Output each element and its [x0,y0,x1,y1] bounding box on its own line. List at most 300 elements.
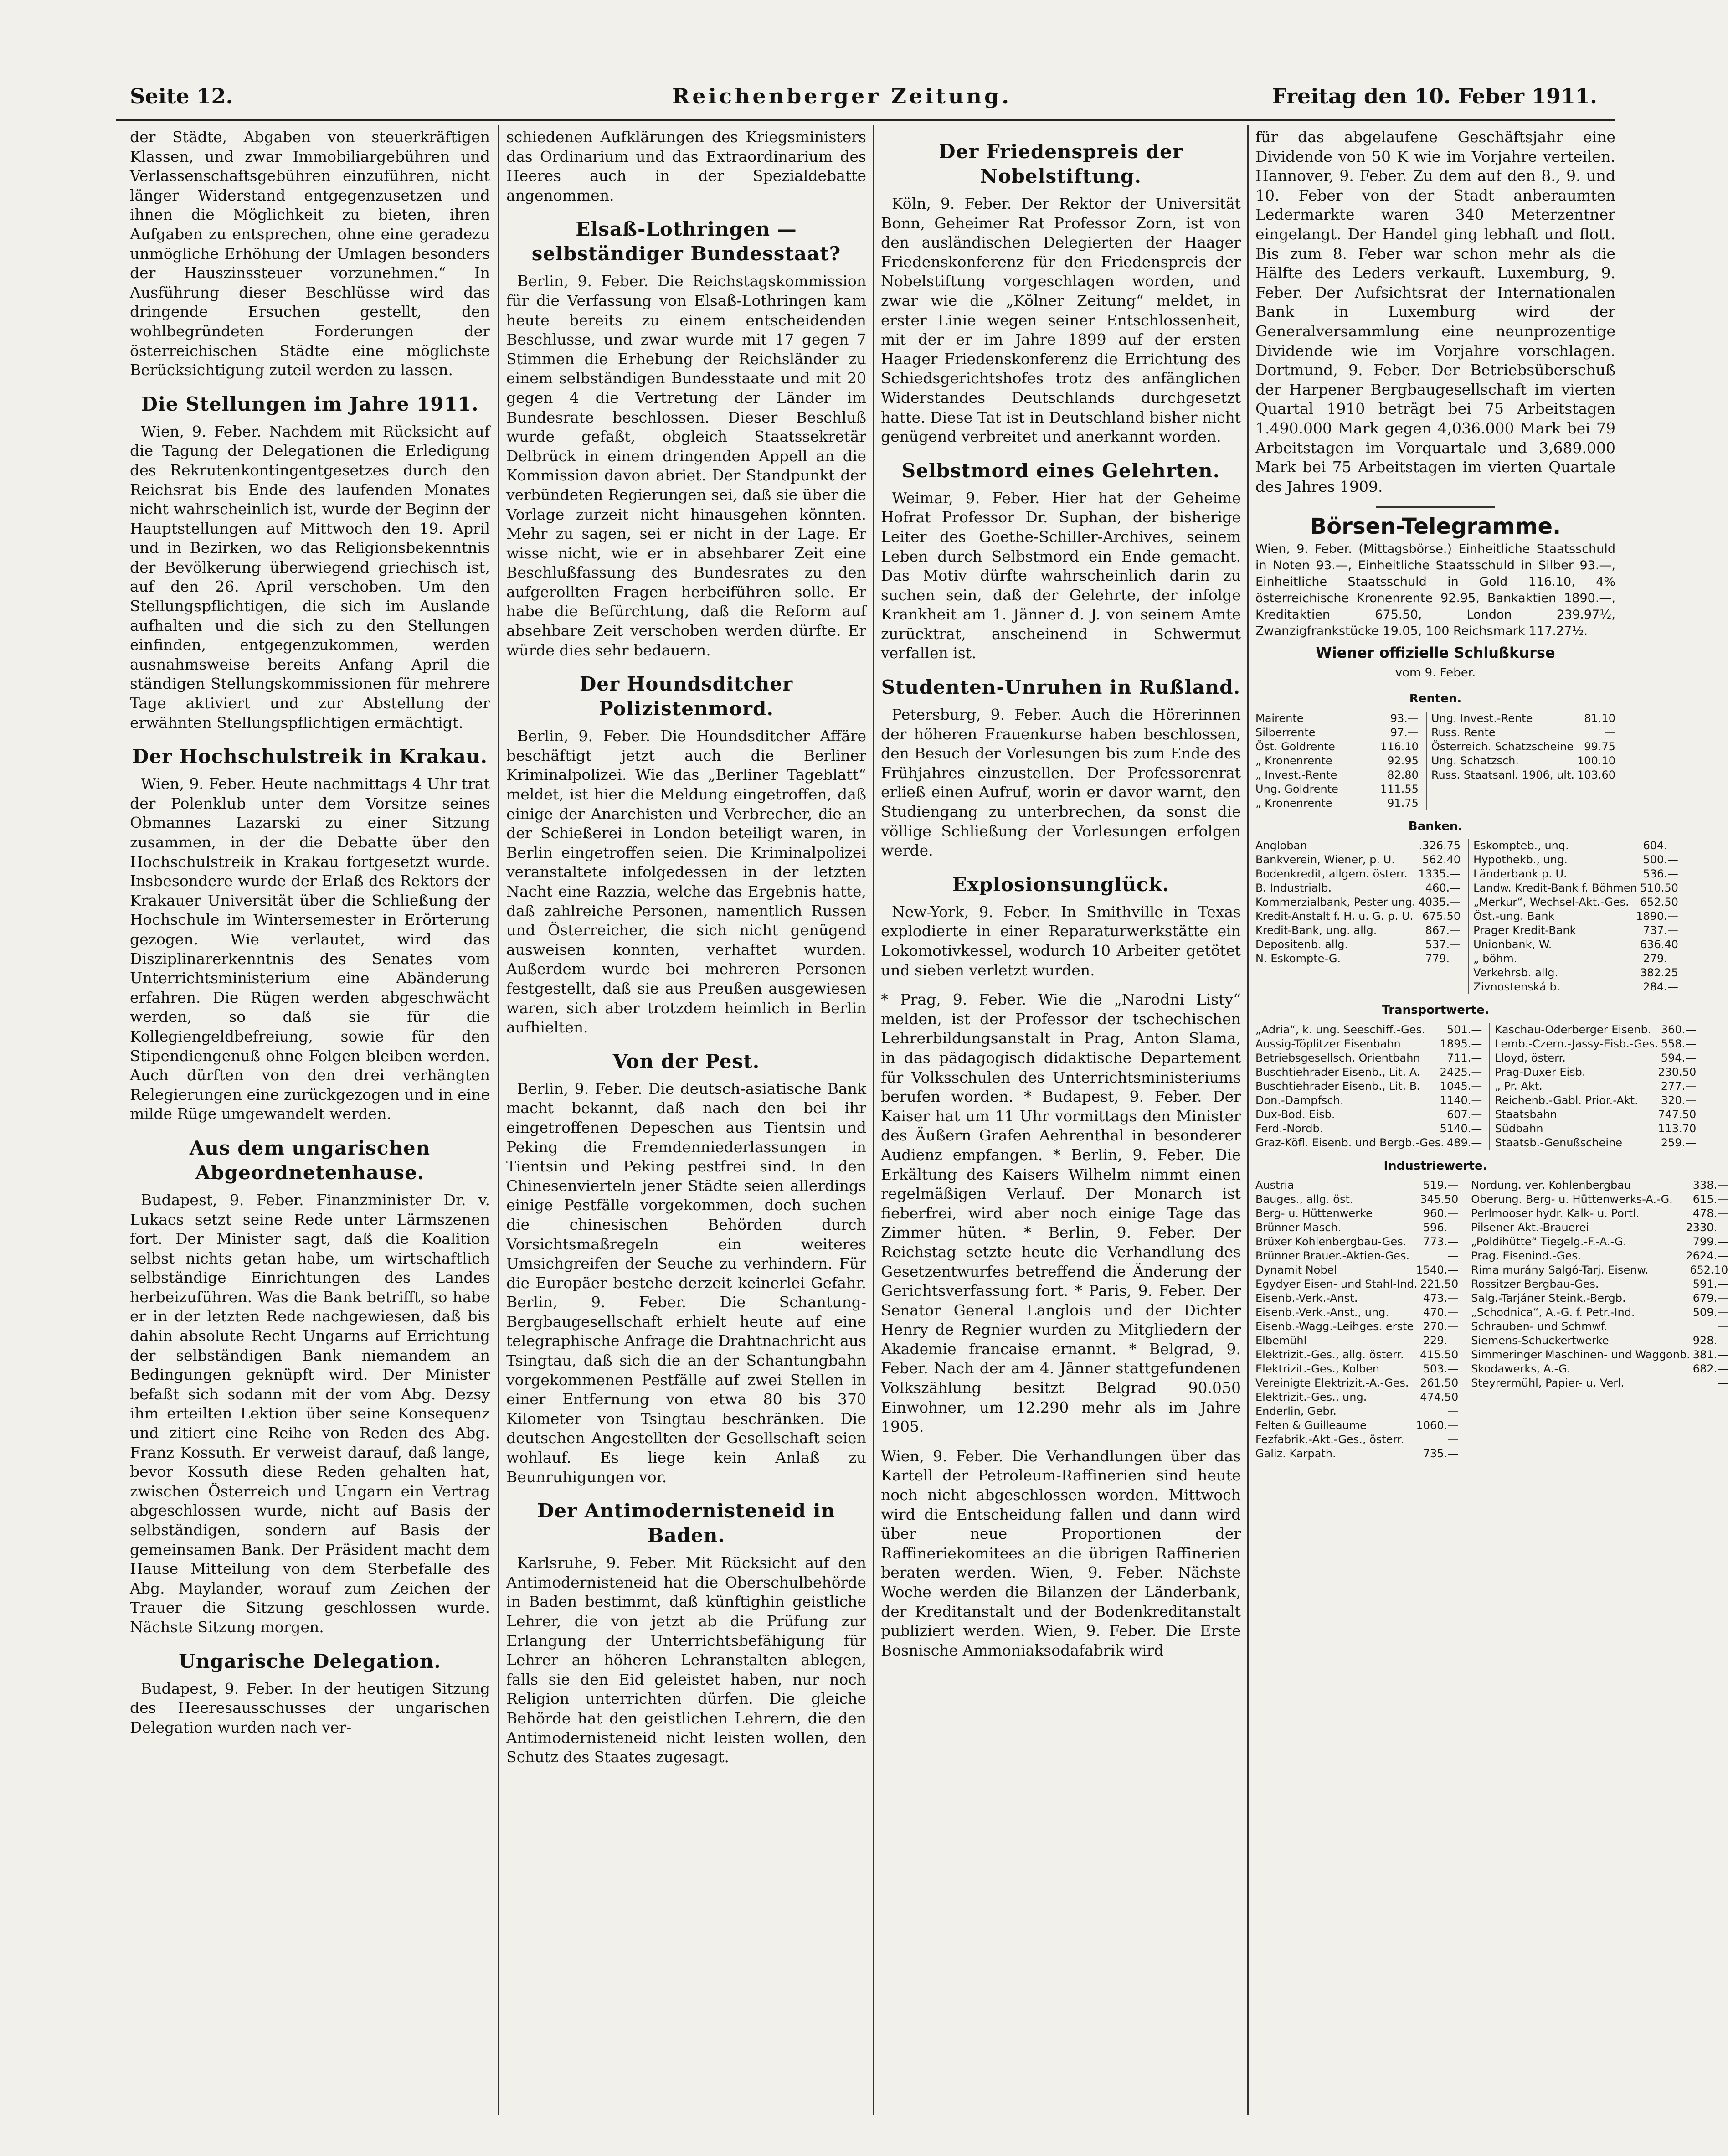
security-name: Aussig-Töplitzer Eisenbahn [1255,1037,1401,1050]
rate-table [1255,712,1615,810]
security-name: „Adria“, k. ung. Seeschiff.-Ges. [1255,1023,1425,1036]
rate-row [1255,1291,1458,1305]
security-price: 2425.— [1440,1065,1482,1078]
security-price: — [1447,1405,1459,1418]
article-body: der Städte, Abgaben von steuerkräftigen Klassen, und zwar Immobiliargebühren und Verlassenschaftsgebühren einzuführen, nicht länger Widerstand entgegenzusetzen und ihnen die Möglichkeit zu bieten, ihren Aufgaben zu entsprechen, ohne eine geradezu unmögliche Erhöhung der Umlagen besonders der Hauszinssteuer vorzunehmen.“ In Ausführung dieser Beschlüsse wird das dringende Ersuchen gestellt, den wohlbegründeten Forderungen der österreichischen Städte eine möglichste Berücksichtigung zuteil werden zu lassen. [130,128,490,379]
article-title: Ungarische Delegation. [179,1650,441,1672]
security-name: Rima murány Salgó-Tarj. Eisenw. [1471,1264,1649,1277]
security-name: N. Eskompte-G. [1255,952,1341,965]
security-name: „ Kronenrente [1255,796,1332,810]
rate-column [1489,1023,1696,1150]
security-price: 92.95 [1387,754,1419,767]
stock-exchange-section [1255,506,1728,1461]
security-name: Elbemühl [1255,1334,1307,1347]
rate-sections [1255,689,1728,1461]
security-name: Eskompteb., ung. [1473,839,1569,852]
closing-rates-title: Wiener offizielle Schlußkurse [1316,644,1555,661]
security-name: Felten & Guilleaume [1255,1419,1367,1432]
rate-row [1255,782,1419,796]
rate-section-heading: Transportwerte. [1382,1003,1489,1017]
security-price: 747.50 [1658,1108,1697,1121]
rate-table [1255,839,1678,994]
article [130,392,490,733]
article-body: Karlsruhe, 9. Feber. Mit Rücksicht auf den Antimodernisteneid hat die Oberschulbehörde in Baden bestimmt, daß künftighin geistliche Lehrer, die von jetzt ab die Prüfung zur Erlangung der Unterrichtsbefähigung für Lehrer an höheren Lehranstalten ablegen, falls sie den Eid geleistet haben, nur noch Religion unterrichten dürfen. Die gleiche Behörde hat den geistlichen Lehrern, die den Antimodernisteneid nicht leisten wollen, den Schutz des Staates zugesagt. [506,1554,866,1766]
rate-row [1473,966,1678,980]
article [506,1049,866,1487]
security-price: 1890.— [1636,910,1678,923]
rate-row [1431,712,1615,726]
rate-row [1255,1320,1458,1334]
article-body: Berlin, 9. Feber. Die Houndsditcher Affäre beschäftigt jetzt auch die Berliner Kriminalpolizei. Wie das „Berliner Tageblatt“ meldet, ist hier die Meldung eingetroffen, daß einige der Anarchisten und Verbrecher, die an der Schießerei in London beteiligt waren, in Berlin eingetroffen seien. Die Kriminalpolizei veranstaltete infolgedessen in der letzten Nacht eine Razzia, welche das Ergebnis hatte, daß zahlreiche Personen, namentlich Russen und Österreicher, die sich nicht genügend ausweisen konnten, verhaftet wurden. Außerdem wurde bei mehreren Personen festgestellt, daß sie aus Preußen ausgewiesen waren, sich aber trotzdem heimlich in Berlin aufhielten. [506,727,866,1037]
rate-column [1426,712,1615,810]
security-price: 1045.— [1440,1079,1482,1093]
newspaper-page [116,77,1728,2142]
security-name: Hypothekb., ung. [1473,853,1568,867]
article-body: * Prag, 9. Feber. Wie die „Narodni Listy“ melden, ist der Professor der tschechischen Lehrerbildungsanstalt in Prag, Anton Slama, in das pädagogisch didaktische Departement für Volksschulen des Unterrichtsministeriums berufen worden. * Budapest, 9. Feber. Der Kaiser hat um 11 Uhr vormittags den Minister des Äußern Grafen Aehrenthal in besonderer Audienz empfangen. * Berlin, 9. Feber. Die Erkältung des Kaisers Wilhelm nimmt einen regelmäßigen Verlauf. Der Monarch ist fieberfrei, wird aber noch einige Tage das Zimmer hüten. * Berlin, 9. Feber. Der Reichstag setzte heute die Verhandlung des Gesetzentwurfes betreffend die Änderung der Gerichtsverfassung fort. * Paris, 9. Feber. Der Senator General Langlois und der Dichter Henry de Regnier wurden zu Mitgliedern der Akademie francaise ernannt. * Belgrad, 9. Feber. Nach der am 4. Jänner stattgefundenen Volkszählung besitzt Belgrad 90.050 Einwohner, um 12.290 mehr als im Jahre 1905. [881,990,1241,1436]
article [506,672,866,1037]
rate-row [1471,1362,1728,1376]
security-price: 928.— [1692,1334,1728,1347]
security-price: 536.— [1643,867,1678,881]
rate-row [1255,867,1461,881]
rate-row [1471,1305,1728,1320]
security-name: Bodenkredit, allgem. österr. [1255,867,1408,881]
security-price: 519.— [1423,1179,1459,1192]
security-name: Rossitzer Bergbau-Ges. [1471,1278,1599,1291]
rate-row [1255,1037,1482,1051]
rate-row [1471,1221,1728,1235]
rate-row [1495,1037,1696,1051]
article-body: Wien, 9. Feber. Nachdem mit Rücksicht auf die Tagung der Delegationen die Erledigung des Rekrutenkontingentgesetzes durch den Reichsrat bis Ende des laufenden Monates nicht wahrscheinlich ist, wurde der Beginn der Hauptstellungen auf Mittwoch den 19. April und in Bezirken, wo das Religionsbekenntnis der Bevölkerung überwiegend griechisch ist, auf den 26. April verschoben. Um den Stellungspflichtigen, die sich im Auslande aufhalten und die sich zu den Stellungen einfinden, entgegenzukommen, werden ausnahmsweise bereits Anfang April die ständigen Stellungskommissionen für mehrere Tage aktiviert und zur Abstellung der erwähnten Stellungspflichtigen ermächtigt. [130,422,490,732]
security-name: Dux-Bod. Eisb. [1255,1108,1335,1121]
rate-row [1255,1277,1458,1291]
rate-row [1473,881,1678,895]
security-name: Prag. Eisenind.-Ges. [1471,1249,1581,1263]
column-rule [1247,125,1249,2115]
security-price: 591.— [1692,1278,1728,1291]
security-price: 382.25 [1640,966,1678,980]
security-price: 478.— [1692,1207,1728,1220]
rate-row [1255,1051,1482,1065]
security-name: Ung. Goldrente [1255,782,1338,795]
rate-row [1255,1404,1458,1418]
rate-column [1466,1178,1728,1461]
security-name: Mairente [1255,712,1304,725]
security-price: 221.50 [1420,1278,1459,1291]
article [506,1499,866,1767]
security-name: Unionbank, W. [1473,938,1552,951]
security-name: Ung. Invest.-Rente [1431,712,1533,725]
rate-row [1473,938,1678,952]
rate-column [1255,712,1419,810]
column-1 [130,128,490,2124]
security-name: Brüxer Kohlenbergbau-Ges. [1255,1235,1407,1248]
rate-row [1495,1136,1696,1150]
security-price: 100.10 [1577,754,1615,767]
rate-row [1431,768,1615,782]
rate-row [1255,1334,1458,1348]
rate-row [1431,754,1615,768]
rate-row [1431,726,1615,740]
security-name: „Poldihütte“ Tiegelg.-F.-A.-G. [1471,1235,1627,1248]
security-price: 607.— [1446,1108,1482,1121]
security-price: 1895.— [1440,1037,1482,1050]
security-name: B. Industrialb. [1255,882,1332,895]
security-name: „ Invest.-Rente [1255,768,1337,781]
security-price: 279.— [1643,952,1678,965]
rate-row [1495,1051,1696,1065]
rate-row [1495,1065,1696,1079]
security-name: Reichenb.-Gabl. Prior.-Akt. [1495,1093,1638,1107]
security-price: 474.50 [1420,1391,1459,1404]
security-name: Bauges., allg. öst. [1255,1193,1353,1206]
rate-row [1473,867,1678,881]
article [506,217,866,660]
security-price: 735.— [1423,1447,1459,1460]
rate-row [1255,909,1461,923]
security-name: Elektrizit.-Ges., ung. [1255,1391,1367,1404]
page-number: Seite 12. [130,84,233,108]
rate-row [1255,1122,1482,1136]
rate-row [1255,1207,1458,1221]
article-title: Der Antimodernisteneid in Baden. [537,1500,835,1547]
security-name: Graz-Köfl. Eisenb. und Bergb.-Ges. [1255,1136,1444,1149]
article-title: Von der Pest. [612,1050,760,1073]
page-header [116,77,1615,121]
article [881,139,1241,447]
security-name: Kaschau-Oderberger Eisenb. [1495,1023,1651,1036]
security-name: „ böhm. [1473,952,1517,965]
rate-row [1473,853,1678,867]
rate-row [1255,1065,1482,1079]
security-price: 473.— [1423,1292,1459,1305]
security-name: Öst. Goldrente [1255,740,1335,753]
rate-row [1471,1178,1728,1192]
security-name: Lloyd, österr. [1495,1051,1566,1064]
security-price: 284.— [1643,980,1678,994]
article-body: für das abgelaufene Geschäftsjahr eine Dividende von 50 K wie im Vorjahre verteilen. Hannover, 9. Feber. Zu dem auf den 8., 9. und 10. Feber von der Stadt anberaumten Ledermarkte waren 340 Meterzentner eingelangt. Der Handel ging lebhaft und flott. Bis zum 8. Feber war schon mehr als die Hälfte des Leders verkauft. Luxemburg, 9. Feber. Der Aufsichtsrat der Internationalen Bank in Luxemburg wird der Generalversammlung eine neunprozentige Dividende wie im Vorjahre vorschlagen. Dortmund, 9. Feber. Der Betriebsüberschuß der Harpener Bergbaugesellschaft im vierten Quartal 1910 beträgt bei 75 Arbeitstagen 1.490.000 Mark gegen 4,036.000 Mark bei 79 Arbeitstagen im Vorquartale und 3,689.000 Mark bei 75 Arbeitstagen im vierten Quartale des Jahres 1909. [1255,128,1615,495]
article-title: Aus dem ungarischen Abgeordnetenhause. [189,1136,431,1184]
rate-row [1255,1362,1458,1376]
security-name: Angloban [1255,839,1307,852]
rate-row [1471,1291,1728,1305]
security-price: 773.— [1423,1235,1459,1248]
security-price: 82.80 [1387,768,1419,781]
security-name: Skodawerks, A.-G. [1471,1362,1571,1376]
rate-row [1255,726,1419,740]
security-name: Zivnostenská b. [1473,980,1560,994]
rate-row [1255,895,1461,909]
article [881,675,1241,861]
security-name: Prag-Duxer Eisb. [1495,1065,1586,1078]
article [881,1447,1241,1661]
article-title: Die Stellungen im Jahre 1911. [141,392,479,415]
rate-row [1255,712,1419,726]
article [881,990,1241,1437]
rate-row [1471,1207,1728,1221]
article-body: Petersburg, 9. Feber. Auch die Hörerinnen der höheren Frauenkurse haben beschlossen, den Besuch der Vorlesungen bis zum Ende des Frühjahres einzustellen. Der Professorenrat erließ einen Aufruf, worin er davor warnt, den Studiengang zu unterbrechen, da sonst die völlige Schließung der Vorlesungen erfolgen werde. [881,706,1241,860]
rate-row [1495,1079,1696,1093]
security-name: Kredit-Bank, ung. allg. [1255,924,1377,937]
security-price: 93.— [1390,712,1419,725]
security-price: 1060.— [1416,1419,1459,1432]
rate-row [1255,853,1461,867]
rate-row [1255,881,1461,895]
rate-row [1255,1418,1458,1433]
security-price: — [1717,1377,1728,1390]
security-name: Pilsener Akt.-Brauerei [1471,1221,1589,1234]
security-name: Kredit-Anstalt f. H. u. G. p. U. [1255,910,1414,923]
security-price: 594.— [1661,1051,1697,1064]
security-name: Länderbank p. U. [1473,867,1567,881]
security-price: 799.— [1692,1235,1728,1248]
rate-column [1255,1178,1458,1461]
article [130,128,490,380]
security-price: 679.— [1692,1292,1728,1305]
rate-row [1471,1235,1728,1249]
security-price: 270.— [1423,1320,1459,1333]
column-4-articles [1255,128,1615,496]
security-price: 470.— [1423,1306,1459,1319]
rate-row [1471,1376,1728,1390]
security-name: Schrauben- und Schmwf. [1471,1320,1608,1333]
security-price: 489.— [1446,1136,1482,1149]
rate-section-heading: Renten. [1409,692,1462,706]
column-3 [881,128,1241,2124]
security-price: 779.— [1425,952,1461,965]
rate-row [1473,952,1678,966]
rate-row [1471,1348,1728,1362]
column-rule [873,125,874,2115]
article-body: Budapest, 9. Feber. Finanzminister Dr. v. Lukacs setzt seine Rede unter Lärmszenen fort. Der Minister sagt, daß die Koalition selbst nichts getan habe, um wirtschaftlich selbständige Einrichtungen des Landes herbeizuführen. Was die Bank betrifft, so habe er in der letzten Rede nachgewiesen, daß bis dahin absolute Recht Ungarns auf Errichtung der selbständigen Bank niemandem an Bedingungen geknüpft wird. Der Minister befaßt sich sodann mit der vom Abg. Dezsy ihm erteilten Lektion über seine Konsequenz und zitiert eine Reihe von Reden des Abg. Franz Kossuth. Er verweist darauf, daß lange, bevor Kossuth diese Reden gehalten hat, zwischen Österreich und Ungarn ein Vertrag abgeschlossen wurde, nicht auf Basis der selbständigen, sondern auf Basis der gemeinsamen Bank. Der Präsident macht dem Hause Mitteilung von dem Sterbefalle des Abg. Maylander, worauf zum Zeichen der Trauer die Sitzung geschlossen wurde. Nächste Sitzung morgen. [130,1191,490,1636]
security-name: Vereinigte Elektrizit.-A.-Ges. [1255,1377,1409,1390]
security-price: 103.60 [1577,768,1615,781]
rate-section-heading: Banken. [1408,819,1463,833]
security-name: Lemb.-Czern.-Jassy-Eisb.-Ges. [1495,1037,1658,1050]
rate-row [1495,1108,1696,1122]
security-price: 503.— [1423,1362,1459,1376]
security-name: Austria [1255,1179,1294,1192]
rate-row [1473,909,1678,923]
security-price: 615.— [1692,1193,1728,1206]
rate-row [1255,1221,1458,1235]
security-name: Elektrizit.-Ges., allg. österr. [1255,1348,1404,1362]
security-price: 737.— [1643,924,1678,937]
rate-row [1473,923,1678,938]
article-body: schiedenen Aufklärungen des Kriegsministers das Ordinarium und das Extraordinarium des Heeres auch in der Spezialdebatte angenommen. [506,128,866,204]
security-price: — [1447,1433,1459,1446]
security-price: 261.50 [1420,1377,1459,1390]
security-price: — [1717,1320,1728,1333]
article-body: Weimar, 9. Feber. Hier hat der Geheime Hofrat Professor Dr. Suphan, der bisherige Leiter des Goethe-Schiller-Archives, seinem Leben durch Selbstmord ein Ende gemacht. Das Motiv dürfte wahrscheinlich darin zu suchen sein, daß der Gelehrte, der infolge Krankheit am 1. Jänner d. J. von seinem Amte zurücktrat, anscheinend in Schwermut verfallen ist. [881,489,1241,662]
article-title: Der Friedenspreis der Nobelstiftung. [939,140,1183,187]
security-price: 682.— [1692,1362,1728,1376]
security-price: 1335.— [1418,867,1461,881]
column-2 [506,128,866,2124]
security-name: Simmeringer Maschinen- und Waggonb. [1471,1348,1690,1362]
security-price: — [1605,726,1615,739]
security-name: Berg- u. Hüttenwerke [1255,1207,1373,1220]
security-name: Russ. Rente [1431,726,1496,739]
security-price: 415.50 [1420,1348,1459,1362]
rate-row [1255,1178,1458,1192]
security-name: Eisenb.-Verk.-Anst., ung. [1255,1306,1389,1319]
security-price: 81.10 [1584,712,1615,725]
security-name: Staatsb.-Genußscheine [1495,1136,1622,1149]
security-price: 960.— [1423,1207,1459,1220]
security-price: 259.— [1661,1136,1697,1149]
security-name: Enderlin, Gebr. [1255,1405,1337,1418]
rate-row [1255,1447,1458,1461]
security-price: 277.— [1661,1079,1697,1093]
security-price: 562.40 [1422,853,1461,867]
stock-exchange-intro: Wien, 9. Feber. (Mittagsbörse.) Einheitliche Staatsschuld in Noten 93.—, Einheitliche Staatsschuld in Silber 93.—, Einheitliche Staatsschuld in Gold 116.10, 4% österreichische Kronenrente 92.95, Bankaktien 1890.—, Kreditaktien 675.50, London 239.97½, Zwanzigfrankstücke 19.05, 100 Reichsmark 117.27½. [1255,542,1615,638]
article-body: Köln, 9. Feber. Der Rektor der Universität Bonn, Geheimer Rat Professor Zorn, ist von den ausländischen Delegierten der Haager Friedenskonferenz für den Friedenspreis der Nobelstiftung vorgeschlagen worden, und zwar wie die „Kölner Zeitung“ meldet, in erster Linie wegen seiner Entschlossenheit, mit der er im Jahre 1899 auf der ersten Haager Friedenskonferenz die Errichtung des Schiedsgerichtshofes trotz des anfänglichen Widerstandes Deutschlands durchgesetzt hatte. Diese Tat ist in Deutschland bisher nicht genügend verbreitet und anerkannt worden. [881,195,1241,446]
security-name: Depositenb. allg. [1255,938,1348,951]
security-name: Nordung. ver. Kohlenbergbau [1471,1179,1631,1192]
security-name: Dynamit Nobel [1255,1264,1337,1277]
security-price: 675.50 [1422,910,1461,923]
article-body: Budapest, 9. Feber. In der heutigen Sitzung des Heeresausschusses der ungarischen Delegation wurden nach ver- [130,1679,490,1736]
security-name: Betriebsgesellsch. Orientbahn [1255,1051,1420,1064]
rate-row [1471,1263,1728,1277]
security-name: Fezfabrik.-Akt.-Ges., österr. [1255,1433,1404,1446]
security-price: — [1447,1249,1459,1263]
security-name: „Merkur“, Wechsel-Akt.-Ges. [1473,896,1629,909]
security-name: „ Kronenrente [1255,754,1332,767]
rate-row [1471,1334,1728,1348]
security-name: Galiz. Karpath. [1255,1447,1336,1460]
article [506,128,866,205]
rate-row [1255,952,1461,966]
security-name: Buschtiehrader Eisenb., Lit. A. [1255,1065,1420,1078]
rate-row [1255,1136,1482,1150]
security-name: Ung. Schatzsch. [1431,754,1519,767]
security-price: 1140.— [1440,1093,1482,1107]
rate-row [1255,1305,1458,1320]
security-name: Don.-Dampfsch. [1255,1093,1344,1107]
rate-row [1255,1235,1458,1249]
stock-exchange-title: Börsen-Telegramme. [1310,514,1561,540]
article-title: Explosionsunglück. [952,873,1170,896]
security-price: 867.— [1425,924,1461,937]
article [881,872,1241,980]
rate-table [1255,1178,1728,1461]
column-4 [1255,128,1728,2124]
security-name: Salg.-Tarjáner Steink.-Bergb. [1471,1292,1626,1305]
rate-row [1255,1376,1458,1390]
rate-row [1255,1263,1458,1277]
article-body: Berlin, 9. Feber. Die Reichstagskommission für die Verfassung von Elsaß-Lothringen kam heute bereits zu einem entscheidenden Beschlusse, und zwar wurde mit 17 gegen 7 Stimmen die Erhebung der Reichsländer zu einem selbständigen Bundesstaate und mit 20 gegen 4 die Vertretung der Länder im Bundesrate beschlossen. Dieser Beschluß wurde gefaßt, obgleich Staatssekretär Delbrück in einem dringenden Appell an die Kommission davon abriet. Der Standpunkt der verbündeten Regierungen sei, daß sie über die Vorlage zurzeit nicht hinausgehen könnten. Mehr zu sagen, sei er nicht in der Lage. Er wisse nicht, wie er in absehbarer Zeit eine Beschlußfassung des Bundesrates zu den aufgerollten Fragen herbeiführen solle. Er habe die Befürchtung, daß die Reform auf absehbare Zeit verschoben werden dürfte. Er würde dies sehr bedauern. [506,272,866,659]
security-name: Russ. Staatsanl. 1906, ult. [1431,768,1575,781]
security-price: 111.55 [1380,782,1419,795]
security-price: 381.— [1692,1348,1728,1362]
security-name: Ferd.-Nordb. [1255,1122,1323,1135]
rate-table [1255,1023,1697,1150]
rate-row [1255,1433,1458,1447]
security-price: 1540.— [1416,1264,1459,1277]
article [130,744,490,1124]
rate-row [1473,839,1678,853]
security-name: Brünner Masch. [1255,1221,1342,1234]
rate-row [1255,740,1419,754]
security-name: Verkehrsb. allg. [1473,966,1558,980]
security-price: 2330.— [1686,1221,1728,1234]
security-name: Buschtiehrader Eisenb., Lit. B. [1255,1079,1420,1093]
security-name: Bankverein, Wiener, p. U. [1255,853,1395,867]
rate-section-heading: Industriewerte. [1383,1159,1487,1173]
security-name: Brünner Brauer.-Aktien-Ges. [1255,1249,1410,1263]
rate-row [1255,923,1461,938]
security-name: Prager Kredit-Bank [1473,924,1576,937]
rate-column [1468,839,1678,994]
rate-row [1471,1192,1728,1207]
article-body: New-York, 9. Feber. In Smithville in Texas explodierte in einer Reparaturwerkstätte ein Lokomotivkessel, wodurch 10 Arbeiter getötet und sieben verletzt wurden. [881,903,1241,979]
security-price: 113.70 [1658,1122,1697,1135]
security-name: Egydyer Eisen- und Stahl-Ind. [1255,1278,1418,1291]
article [881,459,1241,663]
security-price: 509.— [1692,1306,1728,1319]
security-price: 596.— [1423,1221,1459,1234]
rate-row [1255,1390,1458,1404]
issue-date: Freitag den 10. Feber 1911. [1271,84,1597,108]
article-body: Wien, 9. Feber. Die Verhandlungen über das Kartell der Petroleum-Raffinerien sind heute noch nicht abgeschlossen worden. Mittwoch wird die Entscheidung fallen und dann wird über neue Proportionen der Raffineriekomitees an die übrigen Raffinerien beraten werden. Wien, 9. Feber. Nächste Woche werden die Bilanzen der Länderbank, der Kreditanstalt und der Bodenkreditanstalt publiziert werden. Wien, 9. Feber. Die Erste Bosnische Ammoniaksodafabrik wird [881,1447,1241,1659]
rate-row [1255,1093,1482,1108]
article-title: Studenten-Unruhen in Rußland. [881,676,1241,699]
security-price: 510.50 [1640,882,1678,895]
security-name: Südbahn [1495,1122,1543,1135]
rate-column [1255,839,1461,994]
article [1255,128,1615,496]
rate-row [1255,938,1461,952]
security-price: 460.— [1425,882,1461,895]
rate-row [1255,839,1461,853]
article-title: Elsaß-Lothringen — selbständiger Bundesstaat? [531,218,841,265]
masthead: Reichenberger Zeitung. [672,84,1012,108]
rate-row [1473,980,1678,994]
security-price: 500.— [1643,853,1678,867]
rate-row [1471,1320,1728,1334]
security-price: .326.75 [1419,839,1461,852]
security-name: Staatsbahn [1495,1108,1557,1121]
security-name: Silberrente [1255,726,1316,739]
rate-row [1473,895,1678,909]
security-price: 558.— [1661,1037,1697,1050]
rate-row [1255,1108,1482,1122]
security-price: 636.40 [1640,938,1678,951]
security-name: Siemens-Schuckertwerke [1471,1334,1609,1347]
security-price: 501.— [1446,1023,1482,1036]
rate-row [1471,1277,1728,1291]
article-title: Der Hochschulstreik in Krakau. [132,745,488,768]
security-name: „ Pr. Akt. [1495,1079,1543,1093]
security-name: Kommerzialbank, Pester ung. [1255,896,1416,909]
security-name: „Schodnica“, A.-G. f. Petr.-Ind. [1471,1306,1635,1319]
security-name: Eisenb.-Wagg.-Leihges. erste [1255,1320,1414,1333]
security-price: 2624.— [1686,1249,1728,1263]
rate-row [1255,1079,1482,1093]
rate-row [1255,754,1419,768]
security-name: Steyrermühl, Papier- u. Verl. [1471,1377,1625,1390]
rate-column [1255,1023,1482,1150]
security-price: 99.75 [1584,740,1615,753]
security-price: 320.— [1661,1093,1697,1107]
security-price: 711.— [1446,1051,1482,1064]
rate-row [1495,1122,1696,1136]
security-price: 5140.— [1440,1122,1482,1135]
security-name: Perlmooser hydr. Kalk- u. Portl. [1471,1207,1640,1220]
article-body: Berlin, 9. Feber. Die deutsch-asiatische Bank macht bekannt, daß nach den bei ihr eingetroffenen Depeschen aus Tientsin und Peking die Fremdenniederlassungen in Tientsin und Peking pestfrei sind. In den Chinesenvierteln jener Städte seien allerdings einige Pestfälle vorgekommen, doch suchen die chinesischen Behörden durch Vorsichtsmaßregeln ein weiteres Umsichgreifen der Seuche zu verhindern. Für die Europäer bestehe derzeit keinerlei Gefahr. Berlin, 9. Feber. Die Schantung-Bergbaugesellschaft erhielt heute auf eine telegraphische Anfrage die Drahtnachricht aus Tsingtau, daß sich die an der Schantungbahn vorgekommenen Pestfälle auf zwei Stellen in einer Entfernung von etwa 80 bis 370 Kilometer von Tsingtau beschränken. Die deutschen Angestellten der Gesellschaft seien wohlauf. Es liege kein Anlaß zu Beunruhigungen vor. [506,1079,866,1486]
